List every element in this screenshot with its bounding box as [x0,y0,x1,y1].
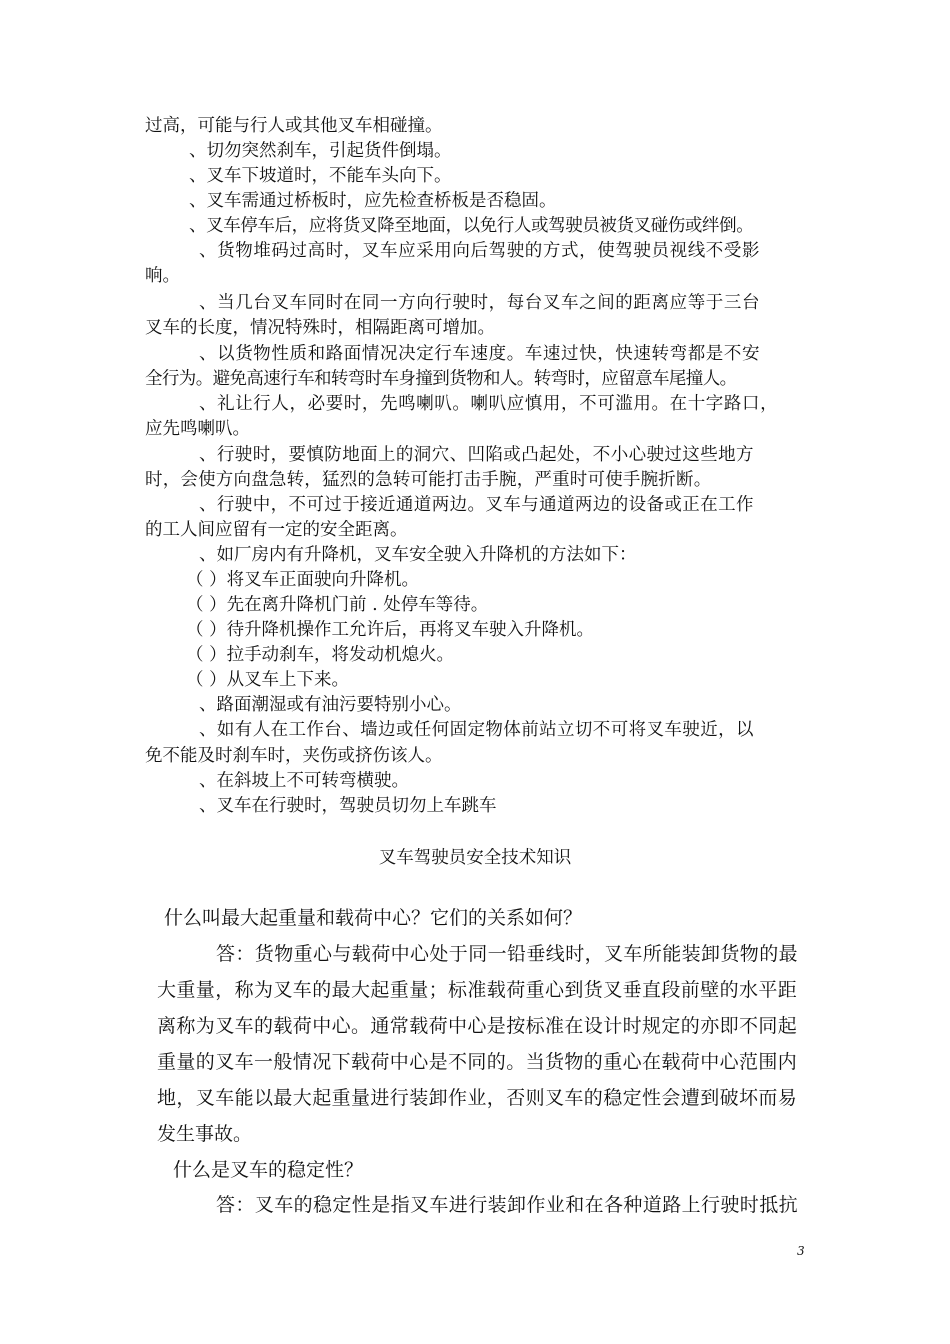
page-number: 3 [797,1244,805,1258]
section-title: 叉车驾驶员安全技术知识 [378,848,572,868]
question-line: 什么是叉车的稳定性？ [173,1159,364,1181]
text-line: （ ）拉手动刹车，将发动机熄火。 [186,645,455,665]
text-line: 、叉车需通过桥板时，应先检查桥板是否稳固。 [189,191,557,211]
answer-line: 大重量，称为叉车的最大起重量；标准载荷重心到货叉垂直段前壁的水平距 [157,979,798,1001]
answer-line: 发生事故。 [157,1123,253,1145]
text-line: 的工人间应留有一定的安全距离。 [145,520,408,540]
text-line: 、叉车下坡道时，不能车头向下。 [189,166,452,186]
text-line: 应先鸣喇叭。 [145,419,250,439]
text-line: 免不能及时刹车时，夹伤或挤伤该人。 [145,746,443,766]
text-line: 时，会使方向盘急转，猛烈的急转可能打击手腕，严重时可使手腕折断。 [145,470,712,490]
text-line: 、叉车停车后，应将货叉降至地面，以免行人或驾驶员被货叉碰伤或绊倒。 [189,216,754,236]
text-line: 、如有人在工作台、墙边或任何固定物体前站立切不可将叉车驶近，以 [199,720,754,740]
question-line: 什么叫最大起重量和载荷中心？它们的关系如何？ [164,907,583,929]
answer-line: 重量的叉车一般情况下载荷中心是不同的。当货物的重心在载荷中心范围内 [157,1051,798,1073]
text-line: 、如厂房内有升降机，叉车安全驶入升降机的方法如下： [199,545,637,565]
text-line: （ ）将叉车正面驶向升降机。 [186,570,420,590]
text-line: 、切勿突然刹车，引起货件倒塌。 [189,141,452,161]
text-line: 、货物堆码过高时，叉车应采用向后驾驶的方式，使驾驶员视线不受影 [199,241,761,261]
text-line: 全行为。避免高速行车和转弯时车身撞到货物和人。转弯时，应留意车尾撞人。 [145,369,737,389]
answer-line: 答：叉车的稳定性是指叉车进行装卸作业和在各种道路上行驶时抵抗 [216,1194,799,1216]
text-line: 、以货物性质和路面情况决定行车速度。车速过快，快速转弯都是不安 [199,344,761,364]
text-line: （ ）待升降机操作工允许后，再将叉车驶入升降机。 [186,620,595,640]
answer-line: 地，叉车能以最大起重量进行装卸作业，否则叉车的稳定性会遭到破坏而易 [157,1087,798,1109]
text-line: （ ）从叉车上下来。 [186,670,350,690]
text-line: 、路面潮湿或有油污要特别小心。 [199,695,462,715]
text-line: 、叉车在行驶时，驾驶员切勿上车跳车 [199,796,497,816]
text-line: （ ）先在离升降机门前 . 处停车等待。 [186,595,489,615]
text-line: 、当几台叉车同时在同一方向行驶时，每台叉车之间的距离应等于三台 [199,293,761,313]
text-line: 叉车的长度，情况特殊时，相隔距离可增加。 [145,318,495,338]
answer-line: 答：货物重心与载荷中心处于同一铅垂线时，叉车所能装卸货物的最 [216,943,799,965]
text-line: 、在斜坡上不可转弯横驶。 [199,771,409,791]
text-line: 、行驶时，要慎防地面上的洞穴、凹陷或凸起处，不小心驶过这些地方 [199,445,754,465]
text-line: 响。 [145,266,180,286]
text-line: 、礼让行人，必要时，先鸣喇叭。喇叭应慎用，不可滥用。在十字路口， [199,394,779,414]
answer-line: 离称为叉车的载荷中心。通常载荷中心是按标准在设计时规定的亦即不同起 [157,1015,798,1037]
text-line: 过高，可能与行人或其他叉车相碰撞。 [145,116,443,136]
text-line: 、行驶中，不可过于接近通道两边。叉车与通道两边的设备或正在工作 [199,495,754,515]
